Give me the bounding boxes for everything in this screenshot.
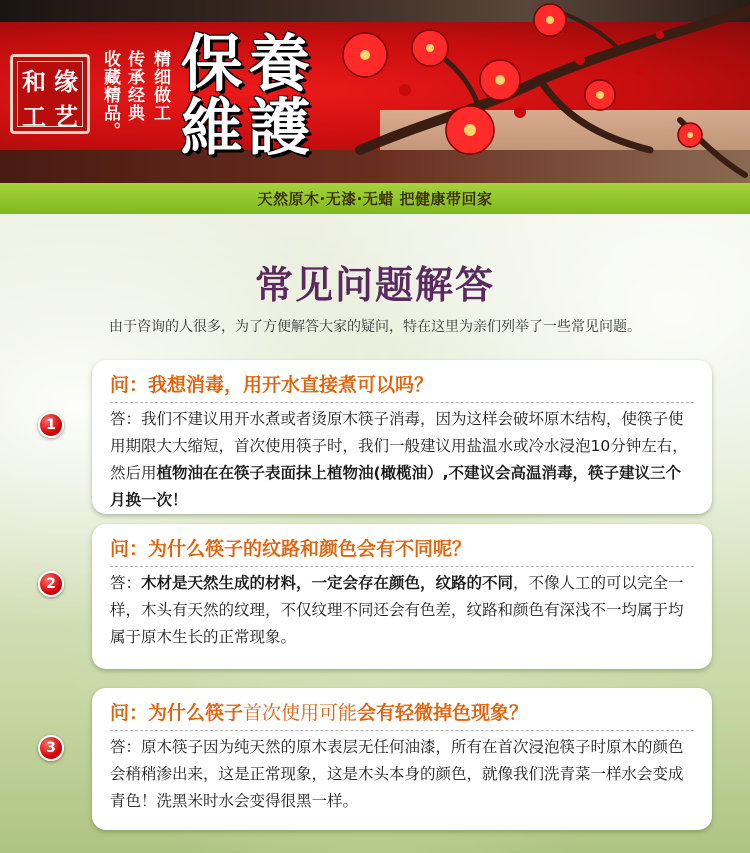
title-char-3: 維: [180, 91, 243, 164]
title-char-4: 護: [248, 91, 311, 164]
brand-seal-logo: [10, 54, 90, 134]
faq-answer-2: [110, 570, 694, 651]
faq-question-3-part2: 首次使用可能: [243, 702, 358, 724]
faq-section: [0, 214, 750, 853]
faq-answer-2-bold: 木材是天然生成的材料，一定会存在颜色，纹路的不同: [141, 574, 514, 592]
slogan-bar: [0, 183, 750, 214]
faq-question-3-part3: 会有轻微掉色现象？: [357, 702, 529, 724]
seal-char-4: 艺: [54, 102, 78, 131]
faq-number-badge-2: 2: [38, 571, 64, 597]
seal-grid: [17, 61, 83, 131]
faq-question-3: [110, 698, 694, 731]
vertical-slogan-inherit: 传承经典: [124, 50, 144, 122]
seal-char-2: 缘: [54, 67, 78, 96]
vertical-slogan-craft: 精细做工: [150, 50, 170, 122]
faq-answer-3: 答：原木筷子因为纯天然的原木表层无任何油漆，所有在首次浸泡筷子时原木的颜色会稍稍渗出来，这是正常现象，这是木头本身的颜色，就像我们洗青菜一样水会变成青色！洗黑米时水会变得很黑一样。: [110, 738, 684, 810]
slogan-text: 天然原木·无漆·无蜡 把健康带回家: [257, 190, 493, 208]
faq-number-badge-3: 3: [38, 735, 64, 761]
faq-answer-1-text: 答：我们不建议用开水煮或者烫原木筷子消毒，因为这样会破坏原木结构，使筷子使用期限大大缩短，首次使用筷子时，我们一般建议用盐温水或冷水浸泡10分钟左右，然后用: [110, 410, 688, 482]
faq-question-2: 问：为什么筷子的纹路和颜色会有不同呢？: [110, 534, 694, 567]
faq-answer-2-text: ，不像人工的可以完全一样，木头有天然的纹理，不仅纹理不同还会有色差，纹路和颜色有深浅不一均属于均属于原木生长的正常现象。: [110, 574, 684, 646]
faq-intro: 由于咨询的人很多，为了方便解答大家的疑问，特在这里为亲们列举了一些常见问题。: [109, 319, 641, 335]
faq-item-1: [92, 360, 712, 514]
faq-number-badge-1: 1: [38, 412, 64, 438]
faq-item-3: [92, 688, 712, 830]
faq-item-2: [92, 524, 712, 669]
faq-title: 常见问题解答: [254, 263, 495, 307]
faq-answer-2-prefix: 答：: [110, 574, 142, 592]
seal-char-3: 工: [22, 102, 46, 131]
title-char-1: 保: [180, 27, 243, 100]
banner-main-title: [178, 27, 313, 164]
seal-char-1: 和: [22, 67, 46, 96]
faq-answer-1-bold: 植物油在在筷子表面抹上植物油(橄榄油）,不建议会高温消毒，筷子建议三个月换一次！: [110, 464, 681, 509]
header-banner: [0, 0, 750, 183]
faq-answer-1: [110, 406, 694, 514]
faq-question-1: 问：我想消毒，用开水直接煮可以吗？: [110, 370, 694, 403]
faq-question-3-part1: 问：为什么筷子: [110, 702, 244, 724]
title-char-2: 養: [248, 27, 311, 100]
vertical-slogan-collect: 收藏精品。: [100, 50, 120, 140]
